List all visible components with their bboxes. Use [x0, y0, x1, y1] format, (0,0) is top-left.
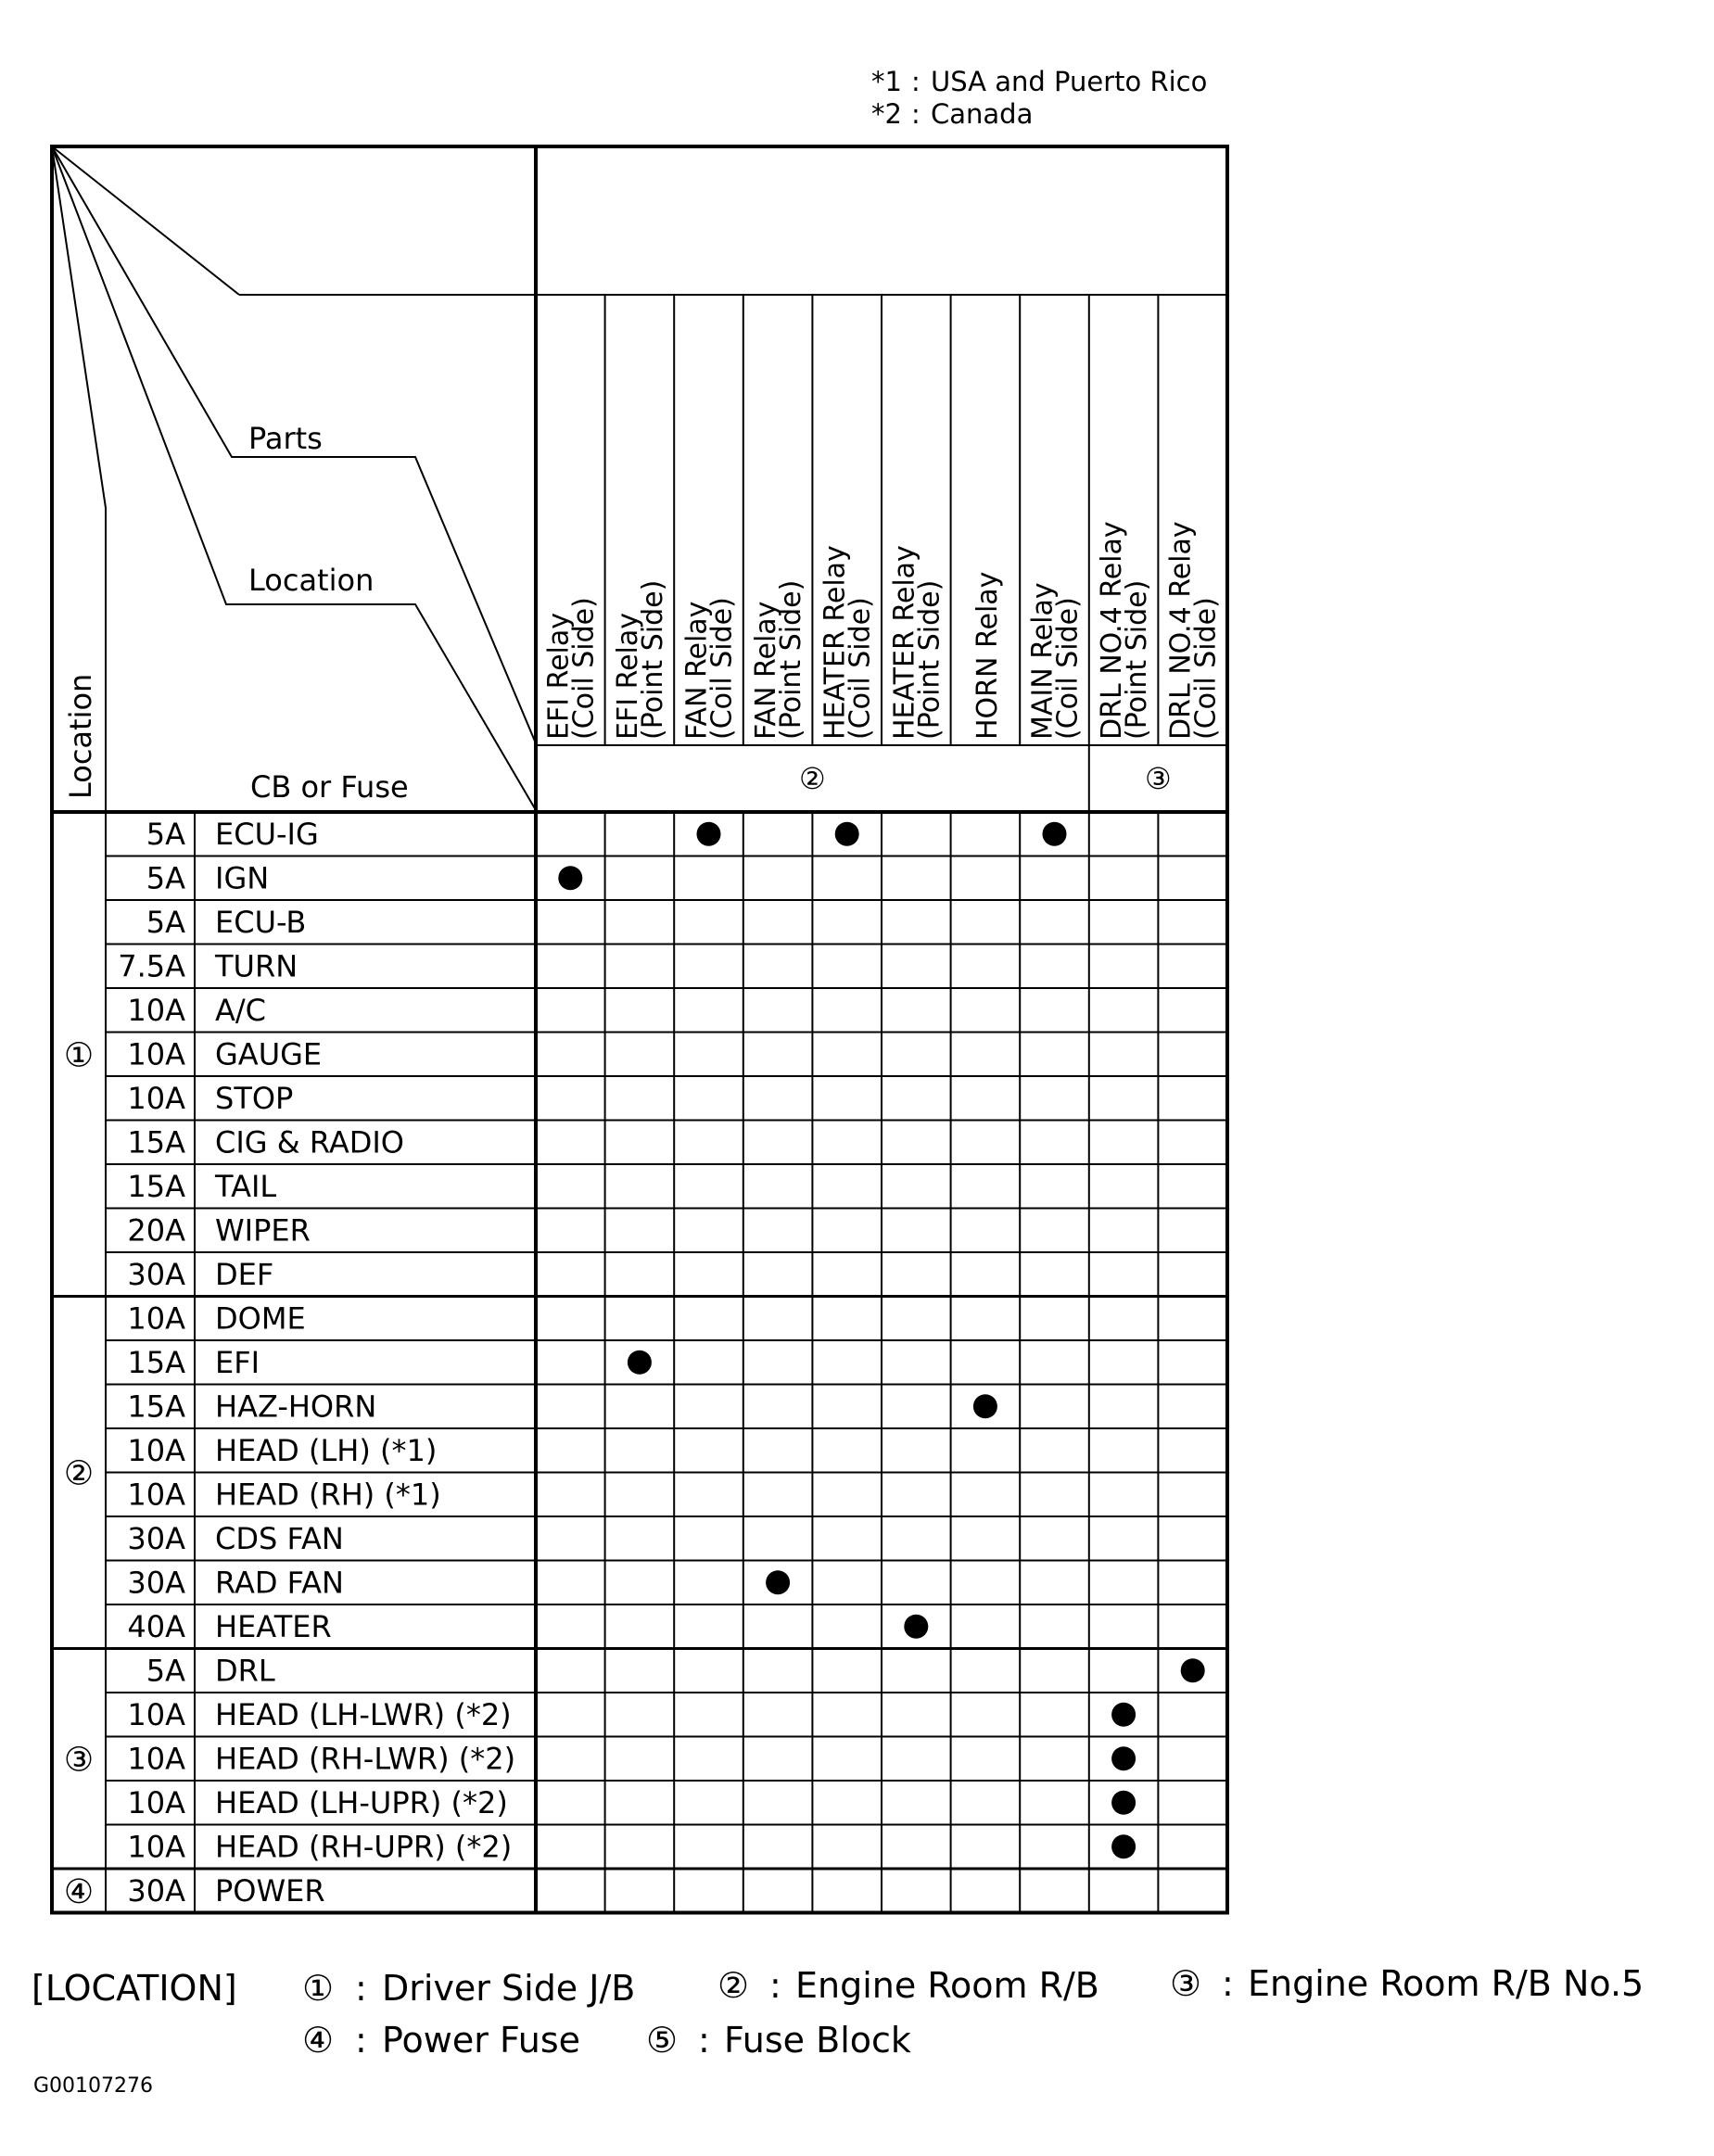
- fuse-amperage: 10A: [127, 1477, 185, 1513]
- fuse-amperage: 10A: [127, 1300, 185, 1337]
- legend-symbol: ③: [1170, 1963, 1202, 2004]
- column-header-label: HEATER Relay: [819, 545, 852, 740]
- fuse-name: ECU-B: [215, 904, 307, 940]
- fuse-name: HEAD (LH-LWR) (*2): [215, 1696, 512, 1732]
- column-header-sublabel: (Point Side): [775, 579, 808, 740]
- fuse-name: CDS FAN: [215, 1520, 344, 1556]
- fuse-name: GAUGE: [215, 1036, 323, 1072]
- connection-dot: [1111, 1791, 1136, 1815]
- connection-dot: [1111, 1746, 1136, 1770]
- fuse-name: DOME: [215, 1300, 306, 1337]
- location-legend: [32, 1963, 1644, 2061]
- legend-sep: :: [355, 1968, 367, 2009]
- grid-lines: [52, 146, 1227, 1913]
- column-header-label: HEATER Relay: [888, 545, 921, 740]
- fuse-amperage: 30A: [127, 1256, 185, 1292]
- connection-dot: [1111, 1834, 1136, 1858]
- fuse-amperage: 5A: [146, 860, 185, 896]
- footnotes: [871, 66, 1207, 130]
- figure-id: G00107276: [33, 2074, 154, 2098]
- fuse-amperage: 40A: [127, 1608, 185, 1644]
- fuse-name: POWER: [215, 1872, 325, 1909]
- fuse-name: HEAD (LH) (*1): [215, 1432, 438, 1468]
- fuse-amperage: 20A: [127, 1212, 185, 1249]
- fuse-name: HEAD (RH-UPR) (*2): [215, 1829, 513, 1865]
- legend-symbol: ②: [717, 1965, 750, 2006]
- footnote-2-sep: :: [911, 98, 920, 130]
- group-location-label: ④: [63, 1872, 95, 1911]
- legend-sep: :: [1222, 1963, 1234, 2004]
- fuse-amperage: 10A: [127, 1432, 185, 1468]
- location-label: Location: [248, 563, 375, 598]
- column-header-label: MAIN Relay: [1026, 582, 1060, 740]
- fuse-amperage: 15A: [127, 1344, 185, 1380]
- fuse-amperage: 5A: [146, 816, 185, 852]
- legend-sep: :: [355, 2020, 367, 2061]
- footnote-2-key: *2: [871, 98, 902, 130]
- column-header-sublabel: (Coil Side): [1189, 597, 1223, 740]
- fuse-rows: [64, 817, 515, 1911]
- column-header-sublabel: (Coil Side): [1051, 597, 1085, 740]
- column-header-sublabel: (Coil Side): [844, 597, 877, 740]
- fuse-name: DEF: [215, 1256, 274, 1292]
- fuse-name: WIPER: [215, 1212, 311, 1249]
- column-header-sublabel: (Coil Side): [567, 597, 601, 740]
- fuse-amperage: 10A: [127, 1829, 185, 1865]
- fuse-amperage: 5A: [146, 904, 185, 940]
- fuse-amperage: 10A: [127, 1784, 185, 1820]
- legend-text: Driver Side J/B: [382, 1968, 636, 2009]
- parts-label: Parts: [248, 421, 323, 456]
- fuse-name: STOP: [215, 1080, 294, 1116]
- legend-text: Engine Room R/B: [795, 1965, 1099, 2006]
- fuse-name: A/C: [215, 992, 267, 1028]
- fuse-amperage: 30A: [127, 1520, 185, 1556]
- connection-dot: [558, 866, 582, 890]
- column-header-sublabel: (Point Side): [636, 579, 669, 740]
- fuse-name: EFI: [215, 1344, 260, 1380]
- fuse-name: HEAD (RH) (*1): [215, 1477, 441, 1513]
- fuse-amperage: 15A: [127, 1168, 185, 1204]
- fuse-amperage: 30A: [127, 1872, 185, 1909]
- connection-dot: [1111, 1703, 1136, 1727]
- location-leader-line: [52, 146, 536, 810]
- group-location-label: ③: [63, 1741, 95, 1780]
- fuse-amperage: 10A: [127, 1080, 185, 1116]
- column-header-sublabel: (Point Side): [913, 579, 946, 740]
- fuse-name: HEATER: [215, 1608, 332, 1644]
- column-header-label: DRL NO.4 Relay: [1096, 521, 1129, 740]
- column-header-label: EFI Relay: [611, 612, 644, 740]
- legend-sep: :: [769, 1965, 781, 2006]
- cb-fuse-label: CB or Fuse: [250, 769, 409, 805]
- legend-text: Engine Room R/B No.5: [1248, 1963, 1644, 2004]
- footnote-1-text: USA and Puerto Rico: [931, 66, 1208, 97]
- column-location-label: ③: [1145, 761, 1172, 796]
- fuse-name: ECU-IG: [215, 816, 319, 852]
- connection-dot: [973, 1394, 997, 1418]
- fuse-amperage: 10A: [127, 1741, 185, 1777]
- connection-dot: [1043, 822, 1067, 846]
- fuse-name: RAD FAN: [215, 1565, 344, 1601]
- footnote-1-key: *1: [871, 66, 902, 97]
- connection-dot: [1181, 1658, 1205, 1682]
- column-header-sublabel: (Coil Side): [705, 597, 739, 740]
- fuse-name: IGN: [215, 860, 270, 896]
- column-header-label: EFI Relay: [542, 612, 576, 740]
- fuse-name: HAZ-HORN: [215, 1389, 377, 1425]
- legend-text: Power Fuse: [382, 2020, 581, 2061]
- footnote-1-sep: :: [911, 66, 920, 97]
- fuse-name: HEAD (LH-UPR) (*2): [215, 1784, 508, 1820]
- legend-symbol: ⑤: [646, 2020, 679, 2061]
- fuse-amperage: 30A: [127, 1565, 185, 1601]
- fuse-name: TAIL: [215, 1168, 277, 1204]
- fuse-name: TURN: [215, 948, 298, 984]
- fuse-amperage: 7.5A: [118, 948, 185, 984]
- fuse-amperage: 10A: [127, 1036, 185, 1072]
- connection-dot: [697, 822, 721, 846]
- fuse-amperage: 10A: [127, 992, 185, 1028]
- connection-dot: [835, 822, 859, 846]
- fuse-name: DRL: [215, 1653, 275, 1689]
- legend-symbol: ④: [302, 2020, 335, 2061]
- fuse-amperage: 10A: [127, 1696, 185, 1732]
- legend-text: Fuse Block: [724, 2020, 911, 2061]
- connection-dot: [628, 1351, 652, 1375]
- fuse-amperage: 15A: [127, 1124, 185, 1160]
- legend-title: [LOCATION]: [32, 1968, 237, 2009]
- fuse-amperage: 15A: [127, 1389, 185, 1425]
- column-header-sublabel: (Point Side): [1121, 579, 1154, 740]
- column-header-label: HORN Relay: [971, 571, 1004, 740]
- column-header-label: FAN Relay: [750, 601, 783, 740]
- location-vertical-label: Location: [63, 673, 98, 799]
- group-location-label: ①: [63, 1036, 95, 1075]
- connection-dot: [766, 1570, 790, 1594]
- legend-sep: :: [698, 2020, 710, 2061]
- connection-dot: [904, 1615, 928, 1639]
- fuse-name: HEAD (RH-LWR) (*2): [215, 1741, 516, 1777]
- fuse-name: CIG & RADIO: [215, 1124, 404, 1160]
- column-location-label: ②: [799, 761, 826, 796]
- column-header-label: FAN Relay: [680, 601, 714, 740]
- group-location-label: ②: [63, 1454, 95, 1493]
- fuse-amperage: 5A: [146, 1653, 185, 1689]
- legend-symbol: ①: [302, 1968, 335, 2009]
- header-corner: [52, 146, 536, 810]
- footnote-2-text: Canada: [931, 98, 1034, 130]
- column-header-label: DRL NO.4 Relay: [1164, 521, 1198, 740]
